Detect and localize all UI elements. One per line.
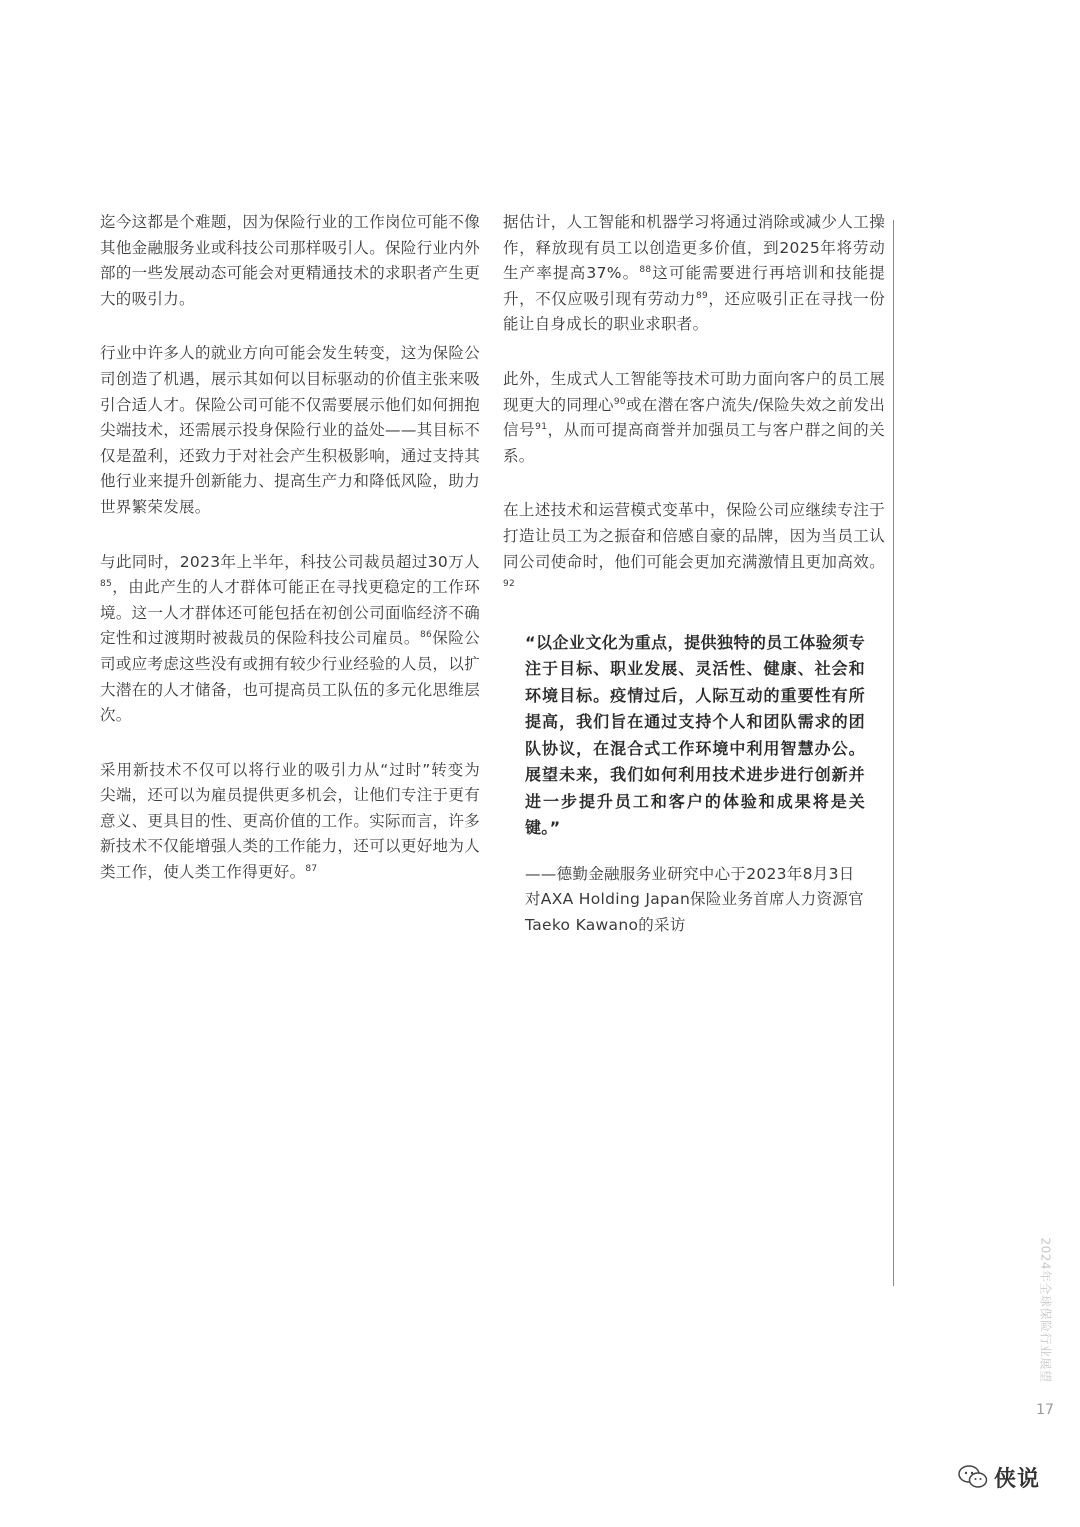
- paragraph-text: ，由此产生的人才群体可能正在寻找更稳定的工作环境。这一人才群体还可能包括在初创公司面临经济不确定性和过渡期时被裁员的保险科技公司雇员。: [100, 578, 480, 648]
- paragraph-text: 这可能需要进行再培训和技能提升，不仅应吸引现有劳动力: [503, 264, 886, 308]
- footnote-ref[interactable]: 91: [535, 422, 548, 433]
- paragraph-text: 据估计，人工智能和机器学习将通过消除或减少人工操作，释放现有员工以创造更多价值，到2025年将劳动生产率提高37%。: [503, 213, 885, 283]
- paragraph-text: 此外，生成式人工智能等技术可助力面向客户的员工展现更大的同理心: [503, 369, 885, 414]
- footnote-ref[interactable]: 89: [696, 290, 709, 301]
- watermark-text: 侠说: [994, 1466, 1041, 1492]
- footnote-ref[interactable]: 85: [100, 579, 113, 590]
- page-number: 17: [1036, 1402, 1054, 1418]
- column-divider: [893, 220, 894, 1286]
- footnote-ref[interactable]: 90: [613, 396, 626, 407]
- watermark: [958, 1460, 1040, 1494]
- paragraph: 迄今这都是个难题，因为保险行业的工作岗位可能不像其他金融服务业或科技公司那样吸引人。保险行业内外部的一些发展动态可能会对更精通技术的求职者产生更大的吸引力。: [100, 213, 480, 308]
- paragraph-text: 采用新技术不仅可以将行业的吸引力从“过时”转变为尖端，还可以为雇员提供更多机会，让他们专注于更有意义、更具目的性、更高价值的工作。实际而言，许多新技术不仅能增强人类的工作能力，还可以更好地为人类工作，使人类工作得更好。: [100, 760, 480, 882]
- footnote-ref[interactable]: 87: [305, 864, 318, 875]
- paragraph-text: ，还应吸引正在寻找一份能让自身成长的职业求职者。: [503, 289, 885, 334]
- wechat-icon: [958, 1464, 988, 1490]
- paragraph: 行业中许多人的就业方向可能会发生转变，这为保险公司创造了机遇，展示其如何以目标驱动的价值主张来吸引合适人才。保险公司可能不仅需要展示他们如何拥抱尖端技术，还需展示投身保险行业的益处——其目标不仅是盈利，还致力于对社会产生积极影响，通过支持其他行业来提升创新能力、提高生产力和降低风险，助力世界繁荣发展。: [100, 344, 480, 516]
- paragraph: [100, 758, 480, 886]
- footnote-ref[interactable]: 88: [639, 265, 652, 276]
- paragraph: [503, 210, 885, 338]
- paragraph: [503, 498, 885, 600]
- left-column: [100, 210, 480, 915]
- quote-attribution: ——德勤金融服务业研究中心于2023年8月3日对AXA Holding Japan保险业务首席人力资源官Taeko Kawano的采访: [525, 864, 864, 934]
- paragraph: [100, 550, 480, 729]
- paragraph-text: ，从而可提高商誉并加强员工与客户群之间的关系。: [503, 421, 885, 465]
- paragraph-text: 在上述技术和运营模式变革中，保险公司应继续专注于打造让员工为之振奋和倍感自豪的品牌，因为当员工认同公司使命时，他们可能会更加充满激情且更加高效。: [503, 501, 885, 571]
- pull-quote: “以企业文化为重点，提供独特的员工体验须专注于目标、职业发展、灵活性、健康、社会和环境目标。疫情过后，人际互动的重要性有所提高，我们旨在通过支持个人和团队需求的团队协议，在混合式工作环境中利用智慧办公。展望未来，我们如何利用技术进步进行创新并进一步提升员工和客户的体验和成果将是关键。”: [525, 632, 865, 838]
- paragraph-text: 或在潜在客户流失/保险失效之前发出信号: [503, 395, 886, 440]
- report-title-vertical: 2024年全球保险行业展望: [1038, 1237, 1053, 1383]
- footnote-ref[interactable]: 86: [419, 630, 432, 641]
- paragraph-text: 保险公司或应考虑这些没有或拥有较少行业经验的人员，以扩大潜在的人才储备，也可提高员工队伍的多元化思维层次。: [100, 629, 480, 725]
- right-column: [503, 210, 885, 939]
- footnote-ref[interactable]: 92: [503, 579, 516, 590]
- paragraph-text: 与此同时，2023年上半年，科技公司裁员超过30万人: [100, 552, 480, 571]
- paragraph: [503, 367, 885, 469]
